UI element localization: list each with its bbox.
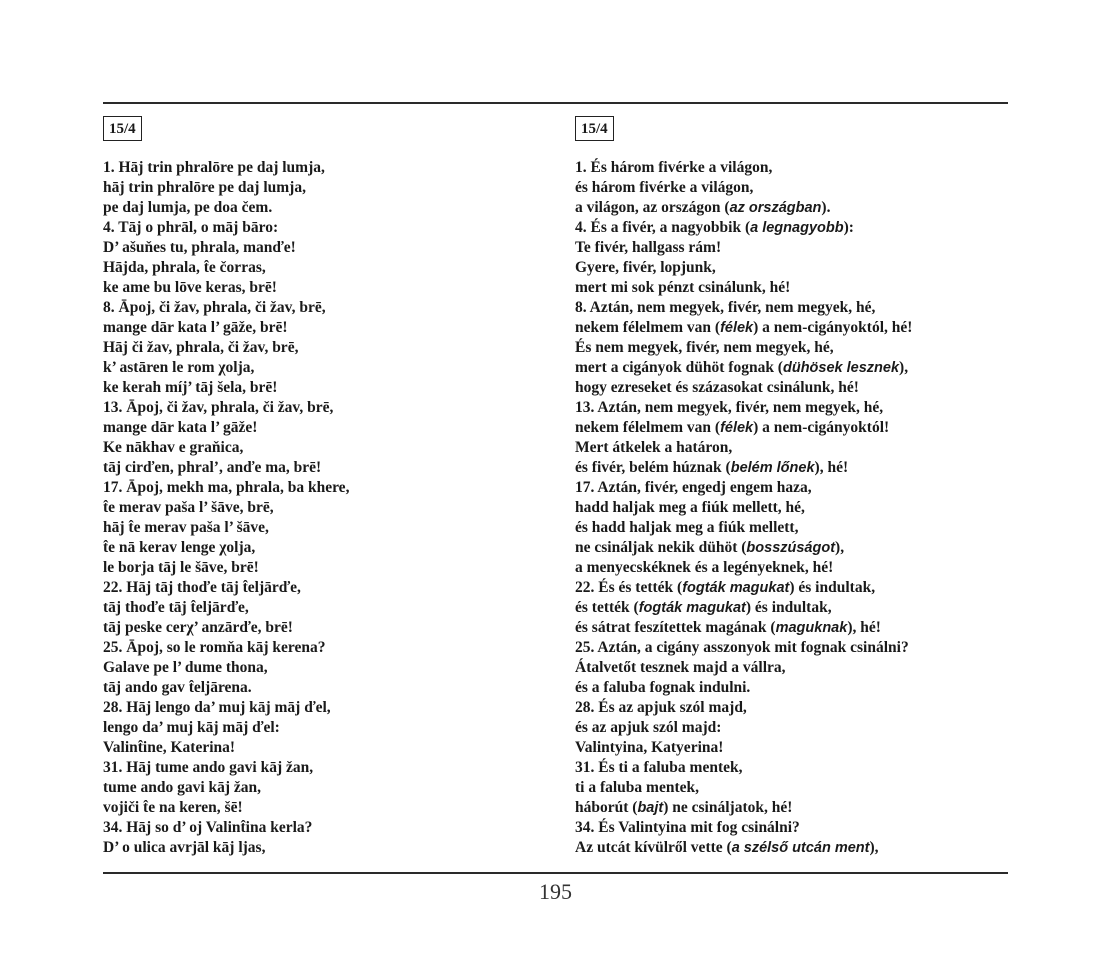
line-text: mert a cigányok dühöt fognak ( xyxy=(575,359,783,376)
line-text: ne csináljak nekik dühöt ( xyxy=(575,539,747,556)
hungarian-verse-lines xyxy=(575,158,1015,858)
verse-line: tāj ando gav t̂eljārena. xyxy=(103,679,252,696)
bottom-rule xyxy=(103,872,1008,874)
line-text: 22. És és tették ( xyxy=(575,579,683,596)
romani-verse-lines xyxy=(103,158,543,858)
translation-line xyxy=(575,638,1015,658)
translation-line xyxy=(575,698,1015,718)
verse-line: t̂e nā kerav lenge χolja, xyxy=(103,539,256,556)
line-text: hogy ezreseket és százasokat csinálunk, hé! xyxy=(575,379,859,396)
translation-line xyxy=(575,198,1015,218)
translation-line xyxy=(575,398,1015,418)
line-text: ), hé! xyxy=(847,619,881,636)
translation-line xyxy=(575,418,1015,438)
italic-gloss: bajt xyxy=(637,800,664,816)
verse-line: tāj thoďe tāj t̂eljārďe, xyxy=(103,599,249,616)
top-rule xyxy=(103,102,1008,104)
translation-line xyxy=(575,498,1015,518)
line-text: ) és indultak, xyxy=(789,579,876,596)
translation-line xyxy=(575,338,1015,358)
line-text: nekem félelmem van ( xyxy=(575,419,721,436)
translation-line xyxy=(575,298,1015,318)
verse-line: D’ ašuňes tu, phrala, manďe! xyxy=(103,239,296,256)
verse-line: Valint̂ine, Katerina! xyxy=(103,739,236,756)
verse-line: 1. Hāj trin phralōre pe daj lumja, xyxy=(103,159,325,176)
line-text: Valintyina, Katyerina! xyxy=(575,739,724,756)
translation-line xyxy=(575,218,1015,238)
romani-text-column xyxy=(103,116,543,858)
translation-line xyxy=(575,578,1015,598)
line-text: 13. Aztán, nem megyek, fivér, nem megyek, hé, xyxy=(575,399,884,416)
verse-line: tāj cirďen, phral’, anďe ma, brē! xyxy=(103,459,322,476)
line-text: Te fivér, hallgass rám! xyxy=(575,239,722,256)
translation-line xyxy=(575,678,1015,698)
line-text: ti a faluba mentek, xyxy=(575,779,699,796)
line-text: a menyecskéknek és a legényeknek, hé! xyxy=(575,559,834,576)
translation-line xyxy=(575,478,1015,498)
line-text: mert mi sok pénzt csinálunk, hé! xyxy=(575,279,791,296)
translation-line xyxy=(575,778,1015,798)
verse-line: hāj t̂e merav paša l’ šāve, xyxy=(103,519,269,536)
translation-line xyxy=(575,318,1015,338)
translation-line xyxy=(575,538,1015,558)
line-text: 34. És Valintyina mit fog csinálni? xyxy=(575,819,800,836)
line-text: ), hé! xyxy=(814,459,849,476)
verse-line: tume ando gavi kāj žan, xyxy=(103,779,262,796)
song-number-label: 15/4 xyxy=(575,116,614,141)
line-text: és sátrat feszítettek magának ( xyxy=(575,619,776,636)
verse-line: k’ astāren le rom χolja, xyxy=(103,359,255,376)
line-text: 31. És ti a faluba mentek, xyxy=(575,759,743,776)
italic-gloss: félek xyxy=(720,420,754,436)
line-text: ) a nem-cigányoktól! xyxy=(753,419,890,436)
translation-line xyxy=(575,798,1015,818)
italic-gloss: a legnagyobb xyxy=(750,220,844,236)
translation-line xyxy=(575,738,1015,758)
italic-gloss: az országban xyxy=(729,200,822,216)
line-text: Az utcát kívülről vette ( xyxy=(575,839,732,856)
line-text: ), xyxy=(869,839,879,856)
translation-line xyxy=(575,758,1015,778)
verse-line: ke ame bu lōve keras, brē! xyxy=(103,279,277,296)
verse-line: t̂e merav paša l’ šāve, brē, xyxy=(103,499,274,516)
verse-line: tāj peske cerχ’ anzārďe, brē! xyxy=(103,619,293,636)
verse-line: ke kerah míj’ tāj šela, brē! xyxy=(103,379,278,396)
translation-line xyxy=(575,438,1015,458)
line-text: és három fivérke a világon, xyxy=(575,179,754,196)
translation-line xyxy=(575,358,1015,378)
verse-line: Galave pe l’ dume thona, xyxy=(103,659,268,676)
verse-line: 13. Āpoj, či žav, phrala, či žav, brē, xyxy=(103,399,334,416)
translation-line xyxy=(575,558,1015,578)
line-text: 25. Aztán, a cigány asszonyok mit fognak csinálni? xyxy=(575,639,909,656)
italic-gloss: a szélső utcán ment xyxy=(731,840,870,856)
verse-line: 34. Hāj so d’ oj Valint̂ina kerla? xyxy=(103,819,313,836)
line-text: és az apjuk szól majd: xyxy=(575,719,722,736)
line-text: ), xyxy=(899,359,909,376)
line-text: és tették ( xyxy=(575,599,639,616)
line-text: ). xyxy=(821,199,831,216)
verse-line: pe daj lumja, pe doa čem. xyxy=(103,199,273,216)
italic-gloss: bosszúságot xyxy=(746,540,836,556)
line-text: ) a nem-cigányoktól, hé! xyxy=(753,319,913,336)
line-text: ): xyxy=(843,219,854,236)
song-number-label: 15/4 xyxy=(103,116,142,141)
line-text: 4. És a fivér, a nagyobbik ( xyxy=(575,219,751,236)
translation-line xyxy=(575,658,1015,678)
translation-line xyxy=(575,258,1015,278)
verse-line: Hāj či žav, phrala, či žav, brē, xyxy=(103,339,299,356)
translation-line xyxy=(575,838,1015,858)
verse-line: vojiči t̂e na keren, šē! xyxy=(103,799,243,816)
italic-gloss: maguknak xyxy=(775,620,848,636)
verse-line: Hājda, phrala, t̂e čorras, xyxy=(103,259,266,276)
line-text: és a faluba fognak indulni. xyxy=(575,679,751,696)
verse-line: lengo da’ muj kāj māj ďel: xyxy=(103,719,280,736)
italic-gloss: belém lőnek xyxy=(730,460,815,476)
translation-line xyxy=(575,378,1015,398)
verse-line: 8. Āpoj, či žav, phrala, či žav, brē, xyxy=(103,299,326,316)
italic-gloss: dühösek lesznek xyxy=(782,360,900,376)
line-text: nekem félelmem van ( xyxy=(575,319,721,336)
translation-line xyxy=(575,158,1015,178)
line-text: 1. És három fivérke a világon, xyxy=(575,159,773,176)
verse-line: D’ o ulica avrjāl kāj ljas, xyxy=(103,839,266,856)
verse-line: 22. Hāj tāj thoďe tāj t̂eljārďe, xyxy=(103,579,301,596)
line-text: és hadd haljak meg a fiúk mellett, xyxy=(575,519,799,536)
italic-gloss: félek xyxy=(720,320,754,336)
line-text: Mert átkelek a határon, xyxy=(575,439,733,456)
hungarian-translation-column xyxy=(575,116,1015,858)
verse-line: 4. Tāj o phrāl, o māj bāro: xyxy=(103,219,279,236)
italic-gloss: fogták magukat xyxy=(682,580,790,596)
line-text: ) ne csináljatok, hé! xyxy=(663,799,793,816)
translation-line xyxy=(575,178,1015,198)
line-text: és fivér, belém húznak ( xyxy=(575,459,731,476)
verse-line: mange dār kata l’ gāže! xyxy=(103,419,258,436)
line-text: És nem megyek, fivér, nem megyek, hé, xyxy=(575,339,834,356)
verse-line: le borja tāj le šāve, brē! xyxy=(103,559,259,576)
translation-line xyxy=(575,238,1015,258)
translation-line xyxy=(575,618,1015,638)
translation-line xyxy=(575,598,1015,618)
line-text: a világon, az országon ( xyxy=(575,199,730,216)
verse-line: hāj trin phralōre pe daj lumja, xyxy=(103,179,306,196)
verse-line: mange dār kata l’ gāže, brē! xyxy=(103,319,288,336)
line-text: Gyere, fivér, lopjunk, xyxy=(575,259,716,276)
italic-gloss: fogták magukat xyxy=(638,600,746,616)
translation-line xyxy=(575,818,1015,838)
line-text: 28. És az apjuk szól majd, xyxy=(575,699,747,716)
line-text: ), xyxy=(835,539,845,556)
translation-line xyxy=(575,458,1015,478)
verse-line: Ke nākhav e graňica, xyxy=(103,439,244,456)
translation-line xyxy=(575,518,1015,538)
line-text: ) és indultak, xyxy=(745,599,832,616)
verse-line: 25. Āpoj, so le romňa kāj kerena? xyxy=(103,639,326,656)
verse-line: 28. Hāj lengo da’ muj kāj māj ďel, xyxy=(103,699,331,716)
page-number: 195 xyxy=(539,879,572,904)
line-text: Átalvetőt tesznek majd a vállra, xyxy=(575,659,786,676)
line-text: háborút ( xyxy=(575,799,638,816)
verse-line: 31. Hāj tume ando gavi kāj žan, xyxy=(103,759,314,776)
verse-line: 17. Āpoj, mekh ma, phrala, ba khere, xyxy=(103,479,350,496)
line-text: hadd haljak meg a fiúk mellett, hé, xyxy=(575,499,805,516)
line-text: 8. Aztán, nem megyek, fivér, nem megyek, hé, xyxy=(575,299,876,316)
translation-line xyxy=(575,278,1015,298)
translation-line xyxy=(575,718,1015,738)
line-text: 17. Aztán, fivér, engedj engem haza, xyxy=(575,479,812,496)
